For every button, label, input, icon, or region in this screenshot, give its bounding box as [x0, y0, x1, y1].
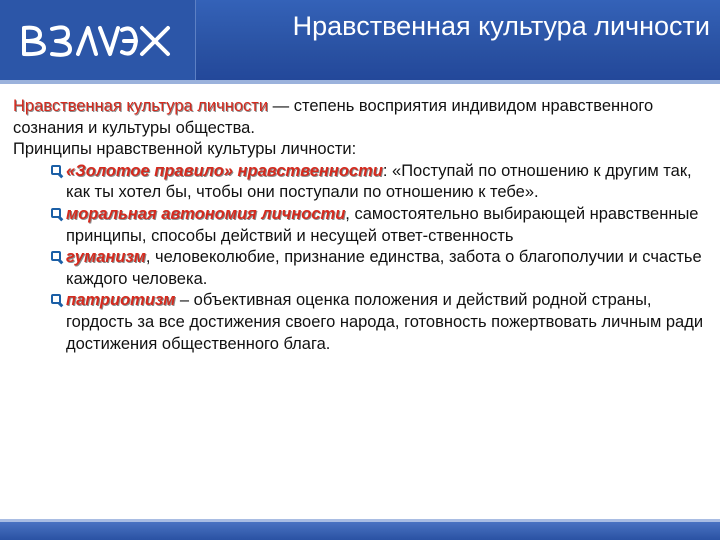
logo-panel: [0, 0, 196, 80]
list-item: [13, 290, 713, 355]
list-item: [13, 204, 713, 247]
checkbox-bullet-icon: [51, 208, 61, 218]
checkbox-bullet-icon: [51, 251, 61, 261]
page-title: Нравственная культура личности: [292, 11, 710, 41]
list-item: [13, 161, 713, 204]
slide-header: [0, 0, 720, 80]
intro-paragraph: [13, 96, 713, 139]
checkbox-bullet-icon: [51, 294, 61, 304]
vzfei-logo-icon: [18, 14, 178, 66]
checkbox-bullet-icon: [51, 165, 61, 175]
bullet-term: моральная автономия личности: [66, 204, 346, 223]
bullet-term: «Золотое правило» нравственности: [66, 161, 383, 180]
bullet-text: – объективная оценка положения и действий родной страны, гордость за все достижения своего народа, готовность пожертвовать личным ради достижения общественного блага.: [66, 291, 704, 353]
bullet-text: , самостоятельно выбирающей нравственные принципы, способы действий и несущей ответ-ственность: [66, 204, 699, 245]
list-item: [13, 247, 713, 290]
intro-text: — степень восприятия индивидом нравственного сознания и культуры общества.: [13, 97, 654, 137]
intro-term: Нравственная культура личности: [13, 97, 269, 115]
principles-heading: Принципы нравственной культуры личности:: [13, 140, 357, 159]
slide-content: [13, 96, 713, 355]
bullet-term: патриотизм: [66, 291, 176, 310]
bullet-text: : «Поступай по отношению к другим так, как ты хотел бы, чтобы они поступали по отношению к тебе».: [66, 161, 692, 202]
bullet-term: гуманизм: [66, 248, 146, 267]
header-divider: [0, 80, 720, 84]
principles-list: [13, 161, 713, 355]
footer-bar: [0, 522, 720, 540]
bullet-text: , человеколюбие, признание единства, забота о благополучии и счастье каждого человека.: [66, 248, 702, 288]
